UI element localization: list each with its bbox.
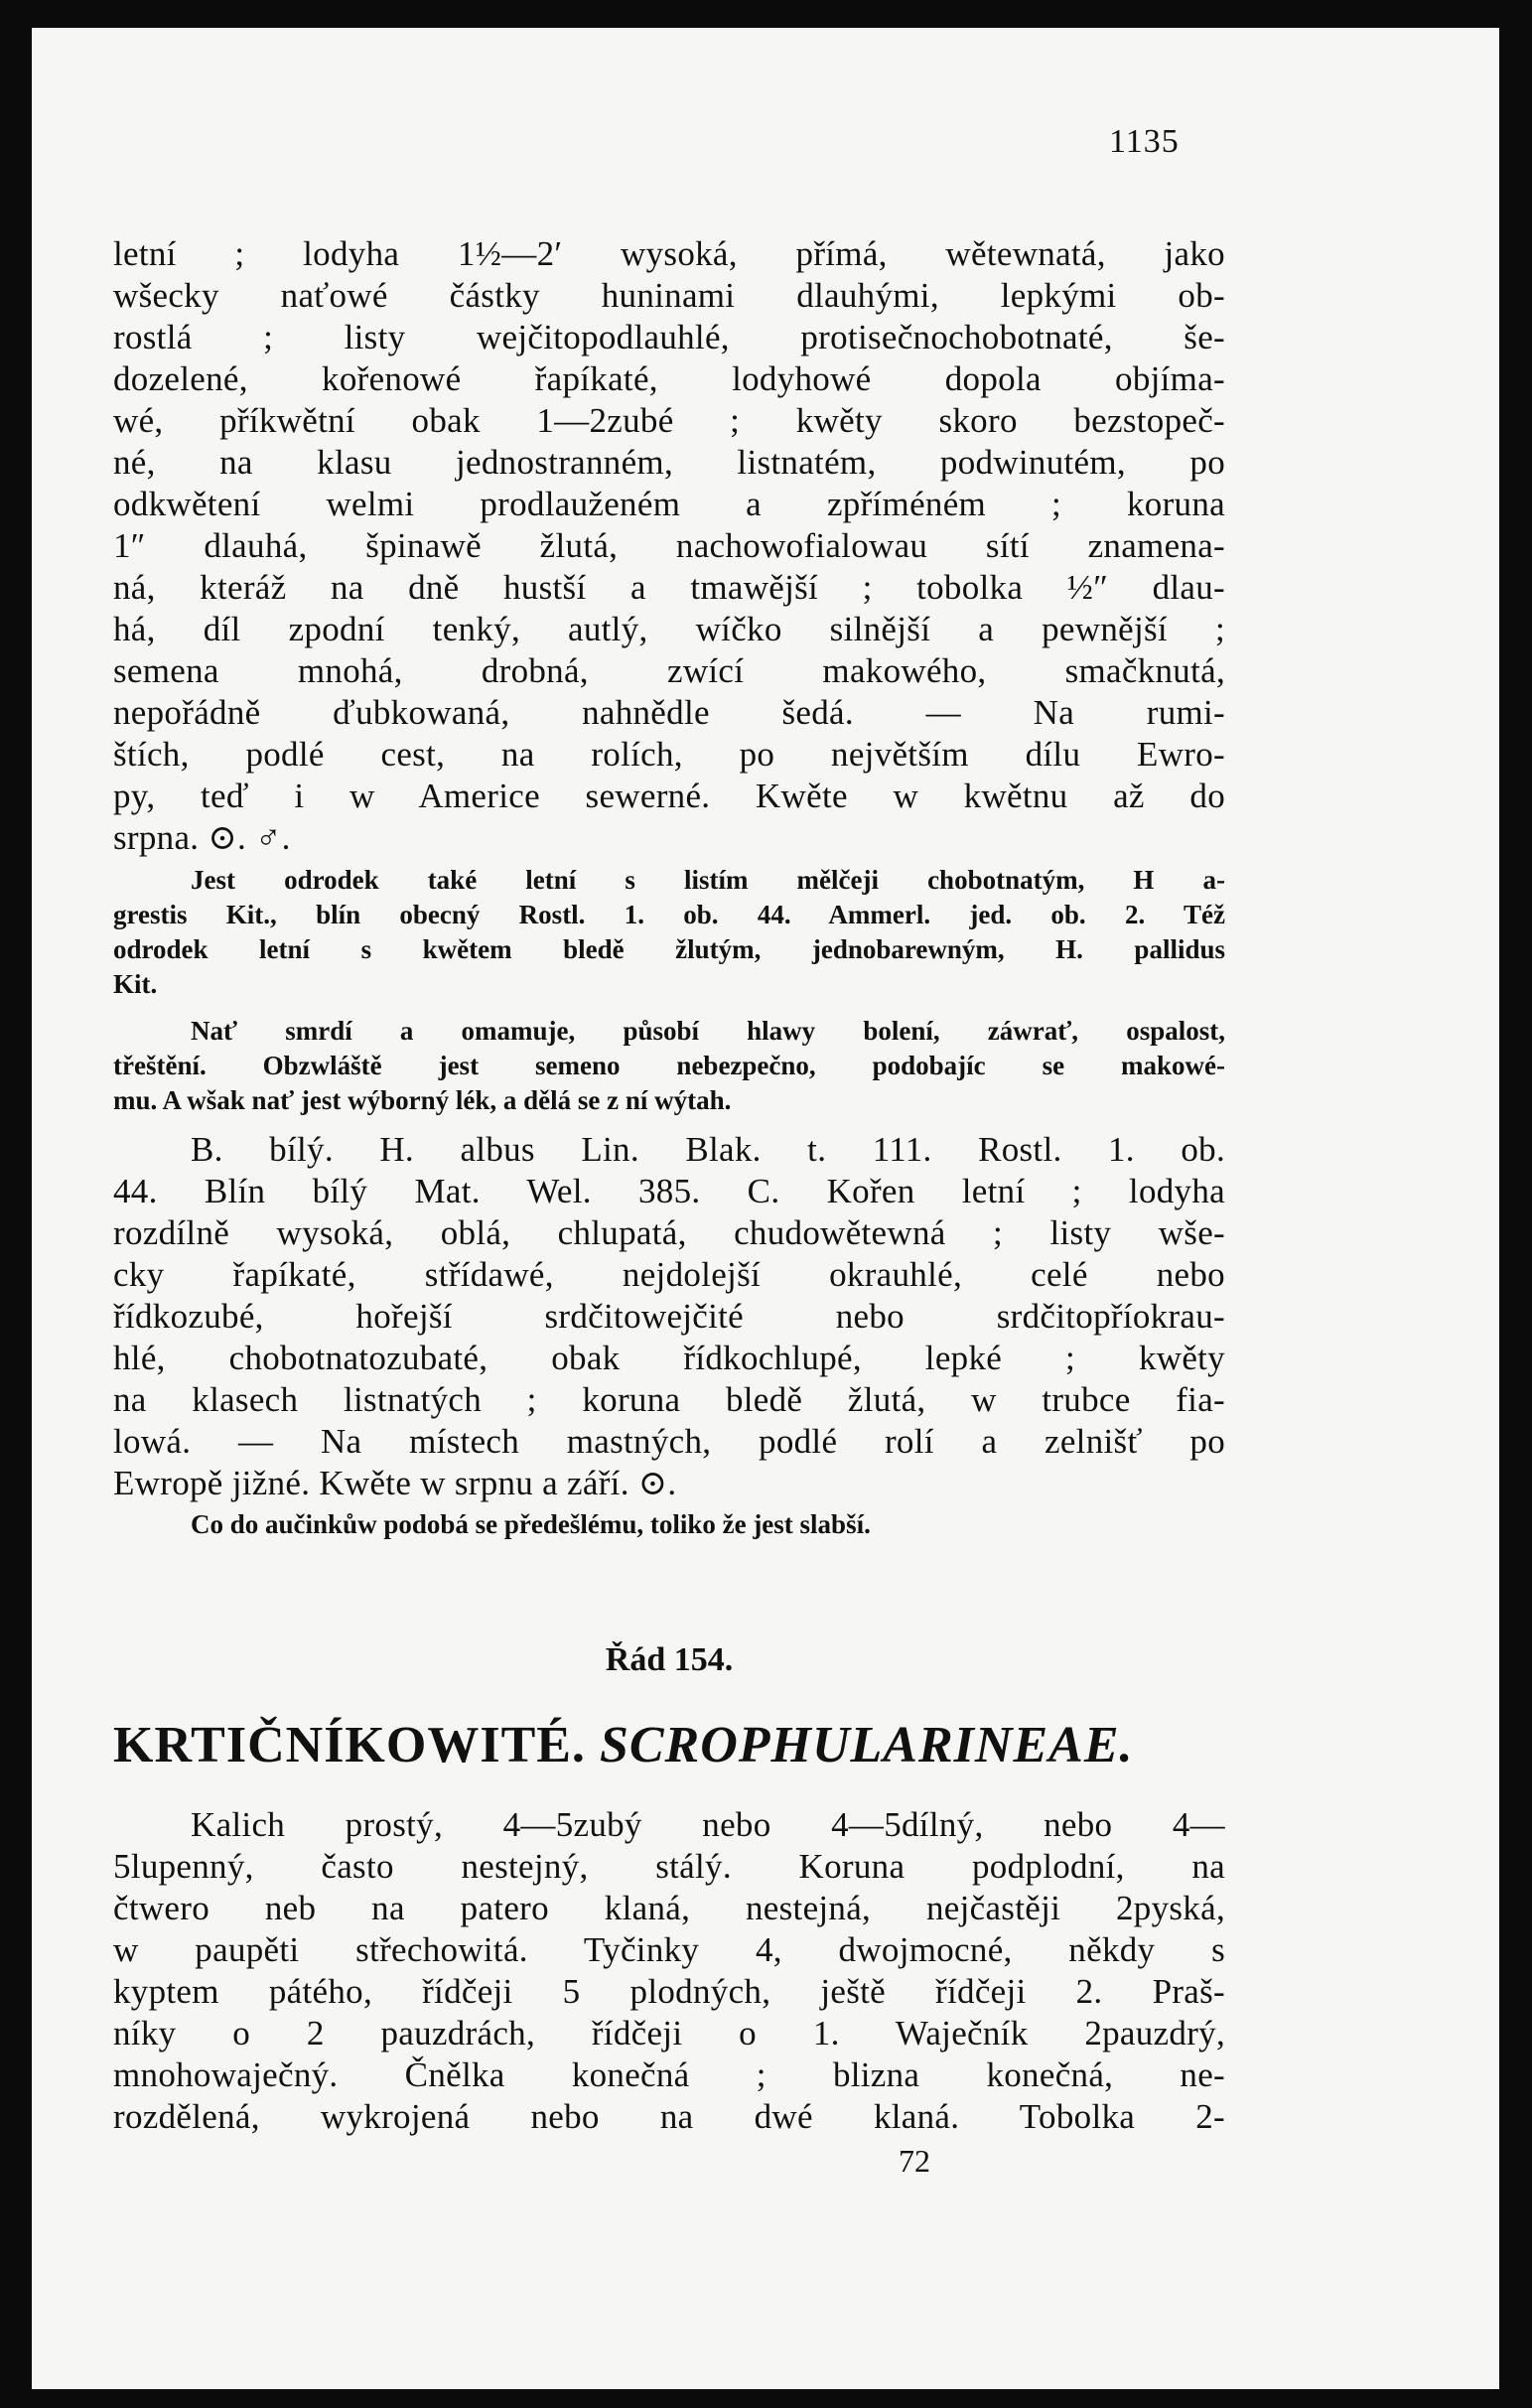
book-page <box>32 28 1499 2389</box>
entry-a-line: rostlá ; listy wejčitopodlauhlé, protisečnochobotnaté, še- <box>113 318 1225 356</box>
entry-b-line: hlé, chobotnatozubaté, obak řídkochlupé, lepké ; kwěty <box>113 1339 1225 1377</box>
entry-a-line: wé, příkwětní obak 1—2zubé ; kwěty skoro bezstopeč- <box>113 401 1225 440</box>
family-heading <box>113 1716 1225 1774</box>
note-a-line: Jest odrodek také letní s listím mělčeji chobotnatým, H a- <box>191 865 1225 895</box>
entry-a-line: né, na klasu jednostranném, listnatém, podwinutém, po <box>113 443 1225 482</box>
entry-b-line: B. bílý. H. albus Lin. Blak. t. 111. Rostl. 1. ob. <box>191 1130 1225 1169</box>
entry-a-line: ná, kteráž na dně hustší a tmawější ; tobolka ½″ dlau- <box>113 568 1225 607</box>
entry-a-line: semena mnohá, drobná, zwící makowého, smačknutá, <box>113 651 1225 690</box>
entry-a-line: nepořádně ďubkowaná, nahnědle šedá. — Na rumi- <box>113 693 1225 732</box>
entry-b-line: na klasech listnatých ; koruna bledě žlutá, w trubce fia- <box>113 1380 1225 1419</box>
family-heading-czech: KRTIČNÍKOWITÉ. <box>113 1717 586 1773</box>
family-desc-line: w paupěti střechowitá. Tyčinky 4, dwojmocné, někdy s <box>113 1930 1225 1969</box>
order-heading: Řád 154. <box>605 1641 734 1678</box>
entry-b-line: rozdílně wysoká, oblá, chlupatá, chudowětewná ; listy wše- <box>113 1213 1225 1252</box>
entry-b-line: Ewropě jižné. Kwěte w srpnu a září. ⊙. <box>113 1464 677 1502</box>
note-c-line: Co do aučinkůw podobá se předešlému, toliko že jest slabší. <box>191 1509 871 1539</box>
signature-mark: 72 <box>899 2143 930 2179</box>
entry-a-line: štích, podlé cest, na rolích, po největším dílu Ewro- <box>113 735 1225 774</box>
entry-a-line: srpna. ⊙. ♂. <box>113 818 291 857</box>
entry-a-line: odkwětení welmi prodlauženém a zpříméném ; koruna <box>113 485 1225 523</box>
note-b-line: třeštění. Obzwláště jest semeno nebezpečno, podobajíc se makowé- <box>113 1051 1225 1080</box>
family-desc-line: Kalich prostý, 4—5zubý nebo 4—5dílný, nebo 4— <box>191 1805 1225 1844</box>
entry-a-line: há, díl zpodní tenký, autlý, wíčko silnější a pewnější ; <box>113 610 1225 648</box>
entry-a-line: letní ; lodyha 1½—2′ wysoká, přímá, wětewnatá, jako <box>113 234 1225 273</box>
note-a-line: odrodek letní s kwětem bledě žlutým, jednobarewným, H. pallidus <box>113 934 1225 964</box>
entry-a-line: dozelené, kořenowé řapíkaté, lodyhowé dopola objíma- <box>113 359 1225 398</box>
entry-b-line: řídkozubé, hořejší srdčitowejčité nebo srdčitopříokrau- <box>113 1297 1225 1336</box>
note-a-line: grestis Kit., blín obecný Rostl. 1. ob. 44. Ammerl. jed. ob. 2. Též <box>113 900 1225 929</box>
family-desc-line: níky o 2 pauzdrách, řídčeji o 1. Waječník 2pauzdrý, <box>113 2014 1225 2053</box>
family-desc-line: mnohowaječný. Čnělka konečná ; blizna konečná, ne- <box>113 2055 1225 2094</box>
note-b-line: mu. A wšak nať jest wýborný lék, a dělá se z ní wýtah. <box>113 1085 732 1115</box>
family-heading-latin: SCROPHULARINEAE. <box>599 1717 1134 1773</box>
entry-b-line: cky řapíkaté, střídawé, nejdolejší okrauhlé, celé nebo <box>113 1255 1225 1294</box>
entry-a-line: py, teď i w Americe sewerné. Kwěte w kwětnu až do <box>113 777 1225 815</box>
family-desc-line: 5lupenný, často nestejný, stálý. Koruna podplodní, na <box>113 1847 1225 1886</box>
family-desc-line: čtwero neb na patero klaná, nestejná, nejčastěji 2pyská, <box>113 1889 1225 1927</box>
entry-b-line: lowá. — Na místech mastných, podlé rolí a zelnišť po <box>113 1422 1225 1461</box>
entry-b-line: 44. Blín bílý Mat. Wel. 385. C. Kořen letní ; lodyha <box>113 1172 1225 1210</box>
family-desc-line: kyptem pátého, řídčeji 5 plodných, ještě řídčeji 2. Praš- <box>113 1972 1225 2011</box>
note-b-line: Nať smrdí a omamuje, působí hlawy bolení, záwrať, ospalost, <box>191 1016 1225 1046</box>
entry-a-line: 1″ dlauhá, špinawě žlutá, nachowofialowau sítí znamena- <box>113 526 1225 565</box>
note-a-line: Kit. <box>113 969 158 999</box>
family-desc-line: rozdělená, wykrojená nebo na dwé klaná. Tobolka 2- <box>113 2097 1225 2136</box>
page-number: 1135 <box>1109 123 1180 160</box>
entry-a-line: wšecky naťowé částky huninami dlauhými, lepkými ob- <box>113 276 1225 315</box>
